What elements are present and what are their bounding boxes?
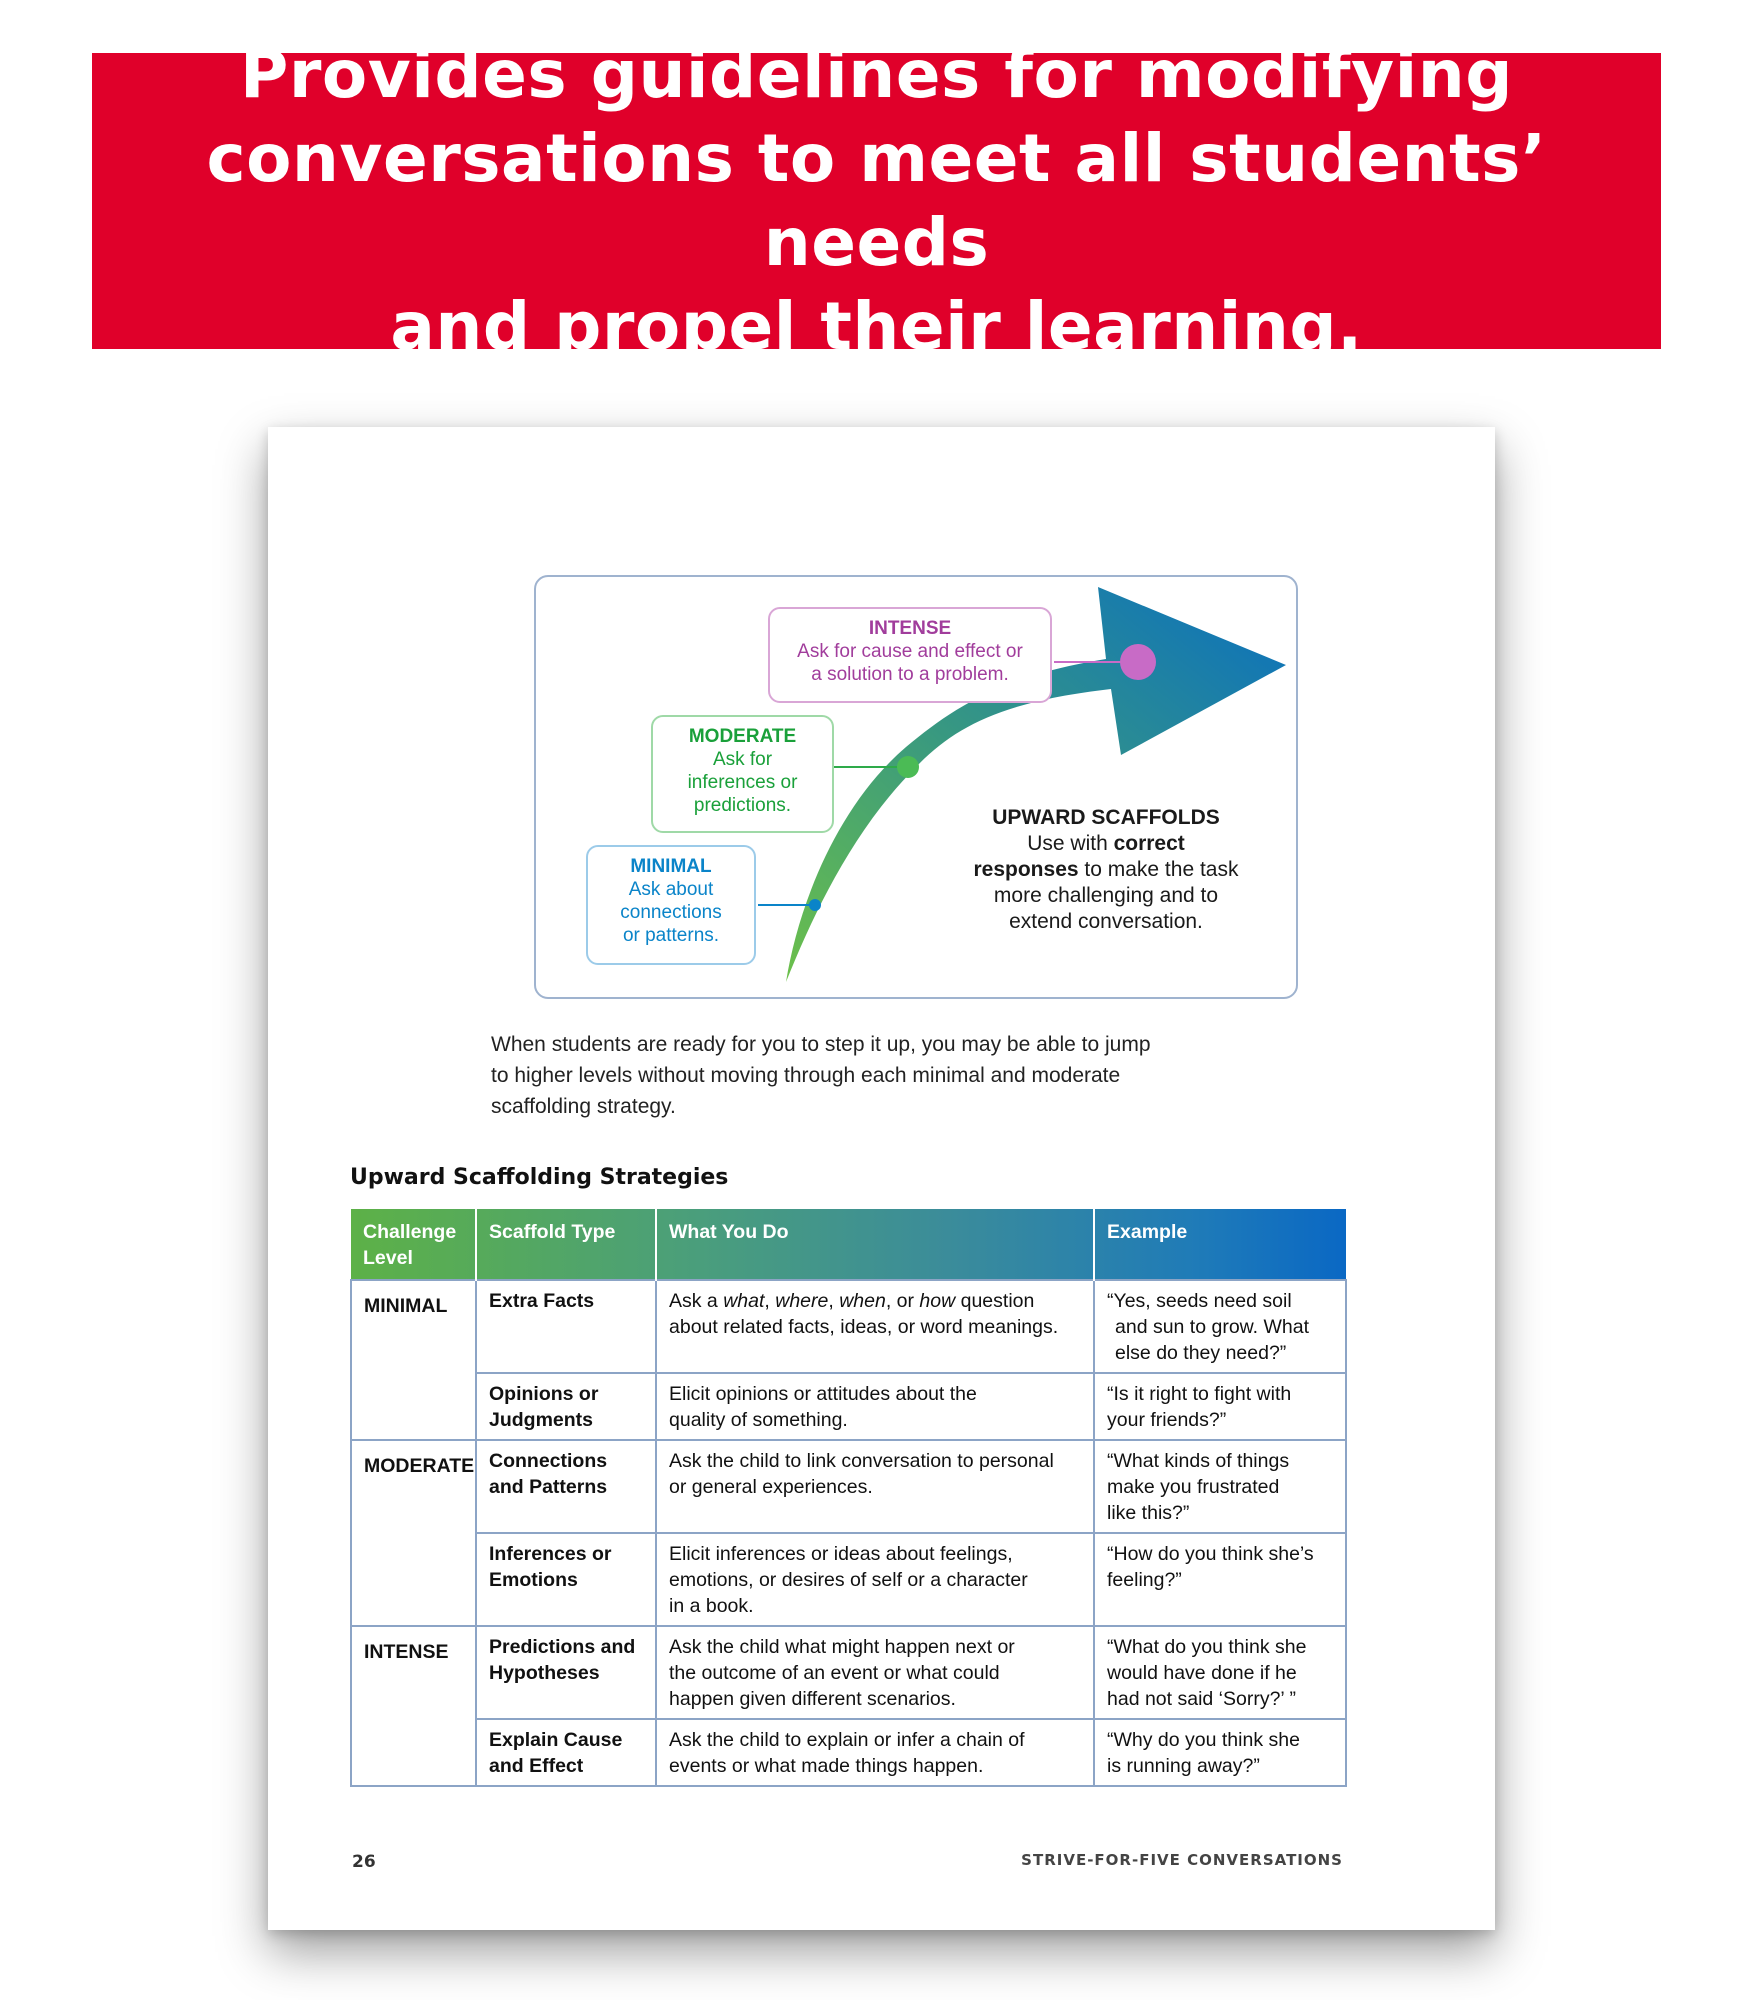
moderate-desc-line: Ask for [712, 749, 773, 770]
upward-scaffolds-caption [936, 805, 1276, 935]
header-challenge-level: Challenge Level [363, 1221, 457, 1269]
moderate-level-box [651, 715, 834, 833]
intro-line: When students are ready for you to step it up, you may be able to jump [491, 1033, 1151, 1056]
upward-line: more challenging and to [993, 884, 1219, 907]
banner-line: conversations to meet all students’ needs [206, 120, 1547, 281]
running-footer-title: STRIVE-FOR-FIVE CONVERSATIONS [1021, 1851, 1343, 1869]
scaffold-type-cell: Connections and Patterns [476, 1440, 656, 1533]
example-cell: “Is it right to fight with your friends?” [1094, 1373, 1346, 1440]
minimal-title: MINIMAL [630, 856, 712, 877]
upward-line: Use with correct [1027, 832, 1185, 855]
upward-line: extend conversation. [1009, 910, 1203, 933]
example-cell: “What kinds of things make you frustrated like this?” [1094, 1440, 1346, 1533]
challenge-level-cell: MINIMAL [351, 1280, 476, 1440]
moderate-title: MODERATE [688, 726, 797, 747]
table-row [351, 1440, 1346, 1533]
table-header-row [351, 1209, 1346, 1280]
what-you-do-cell: Ask the child to explain or infer a chain of events or what made things happen. [656, 1719, 1094, 1786]
what-you-do-cell: Elicit inferences or ideas about feelings, emotions, or desires of self or a character in a book. [656, 1533, 1094, 1626]
example-cell: “Why do you think she is running away?” [1094, 1719, 1346, 1786]
example-cell: “What do you think she would have done if he had not said ‘Sorry?’ ” [1094, 1626, 1346, 1719]
table-row [351, 1280, 1346, 1373]
banner-headline [92, 33, 1661, 369]
intense-title: INTENSE [868, 618, 952, 639]
header-example: Example [1094, 1209, 1346, 1280]
header-what-you-do: What You Do [656, 1209, 1094, 1280]
minimal-desc-line: Ask about [628, 879, 714, 900]
table-row [351, 1533, 1346, 1626]
table-row [351, 1626, 1346, 1719]
intense-marker [1120, 644, 1156, 680]
moderate-marker [897, 756, 919, 778]
intro-paragraph [491, 1029, 1291, 1122]
banner-line: and propel their learning. [390, 288, 1363, 365]
intro-line: scaffolding strategy. [491, 1095, 676, 1118]
intro-line: to higher levels without moving through each minimal and moderate [491, 1064, 1121, 1087]
upward-line: responses to make the task [973, 858, 1239, 881]
book-page [268, 427, 1495, 1930]
table-row [351, 1373, 1346, 1440]
header-scaffold-type: Scaffold Type [476, 1209, 656, 1280]
challenge-level-cell: MODERATE [351, 1440, 476, 1626]
minimal-marker [809, 899, 821, 911]
what-you-do-cell: Ask the child to link conversation to personal or general experiences. [656, 1440, 1094, 1533]
intense-desc-line: a solution to a problem. [811, 664, 1009, 685]
what-you-do-cell: Elicit opinions or attitudes about the quality of something. [656, 1373, 1094, 1440]
upward-scaffolds-title: UPWARD SCAFFOLDS [992, 806, 1220, 829]
what-you-do-cell: Ask the child what might happen next or the outcome of an event or what could happen given different scenarios. [656, 1626, 1094, 1719]
header-banner [92, 36, 1661, 365]
minimal-level-box [586, 845, 756, 965]
banner-line: Provides guidelines for modifying [240, 36, 1513, 113]
scaffold-type-cell: Opinions or Judgments [476, 1373, 656, 1440]
what-you-do-cell: Ask a what, where, when, or how question about related facts, ideas, or word meanings. [656, 1280, 1094, 1373]
minimal-desc-line: or patterns. [622, 925, 720, 946]
scaffold-type-cell: Inferences or Emotions [476, 1533, 656, 1626]
example-cell: “How do you think she’s feeling?” [1094, 1533, 1346, 1626]
scaffold-type-cell: Explain Cause and Effect [476, 1719, 656, 1786]
scaffold-type-cell: Predictions and Hypotheses [476, 1626, 656, 1719]
page-number: 26 [352, 1852, 376, 1872]
scaffolding-strategies-table [350, 1209, 1347, 1787]
upward-scaffolds-diagram [534, 575, 1298, 999]
intense-desc-line: Ask for cause and effect or [797, 641, 1023, 662]
moderate-desc-line: predictions. [693, 795, 792, 816]
table-row [351, 1719, 1346, 1786]
intense-level-box [768, 607, 1052, 703]
moderate-desc-line: inferences or [687, 772, 798, 793]
minimal-desc-line: connections [620, 902, 722, 923]
example-cell: “Yes, seeds need soil and sun to grow. What else do they need?” [1094, 1280, 1346, 1373]
scaffold-type-cell: Extra Facts [476, 1280, 656, 1373]
table-title: Upward Scaffolding Strategies [350, 1165, 729, 1190]
challenge-level-cell: INTENSE [351, 1626, 476, 1786]
